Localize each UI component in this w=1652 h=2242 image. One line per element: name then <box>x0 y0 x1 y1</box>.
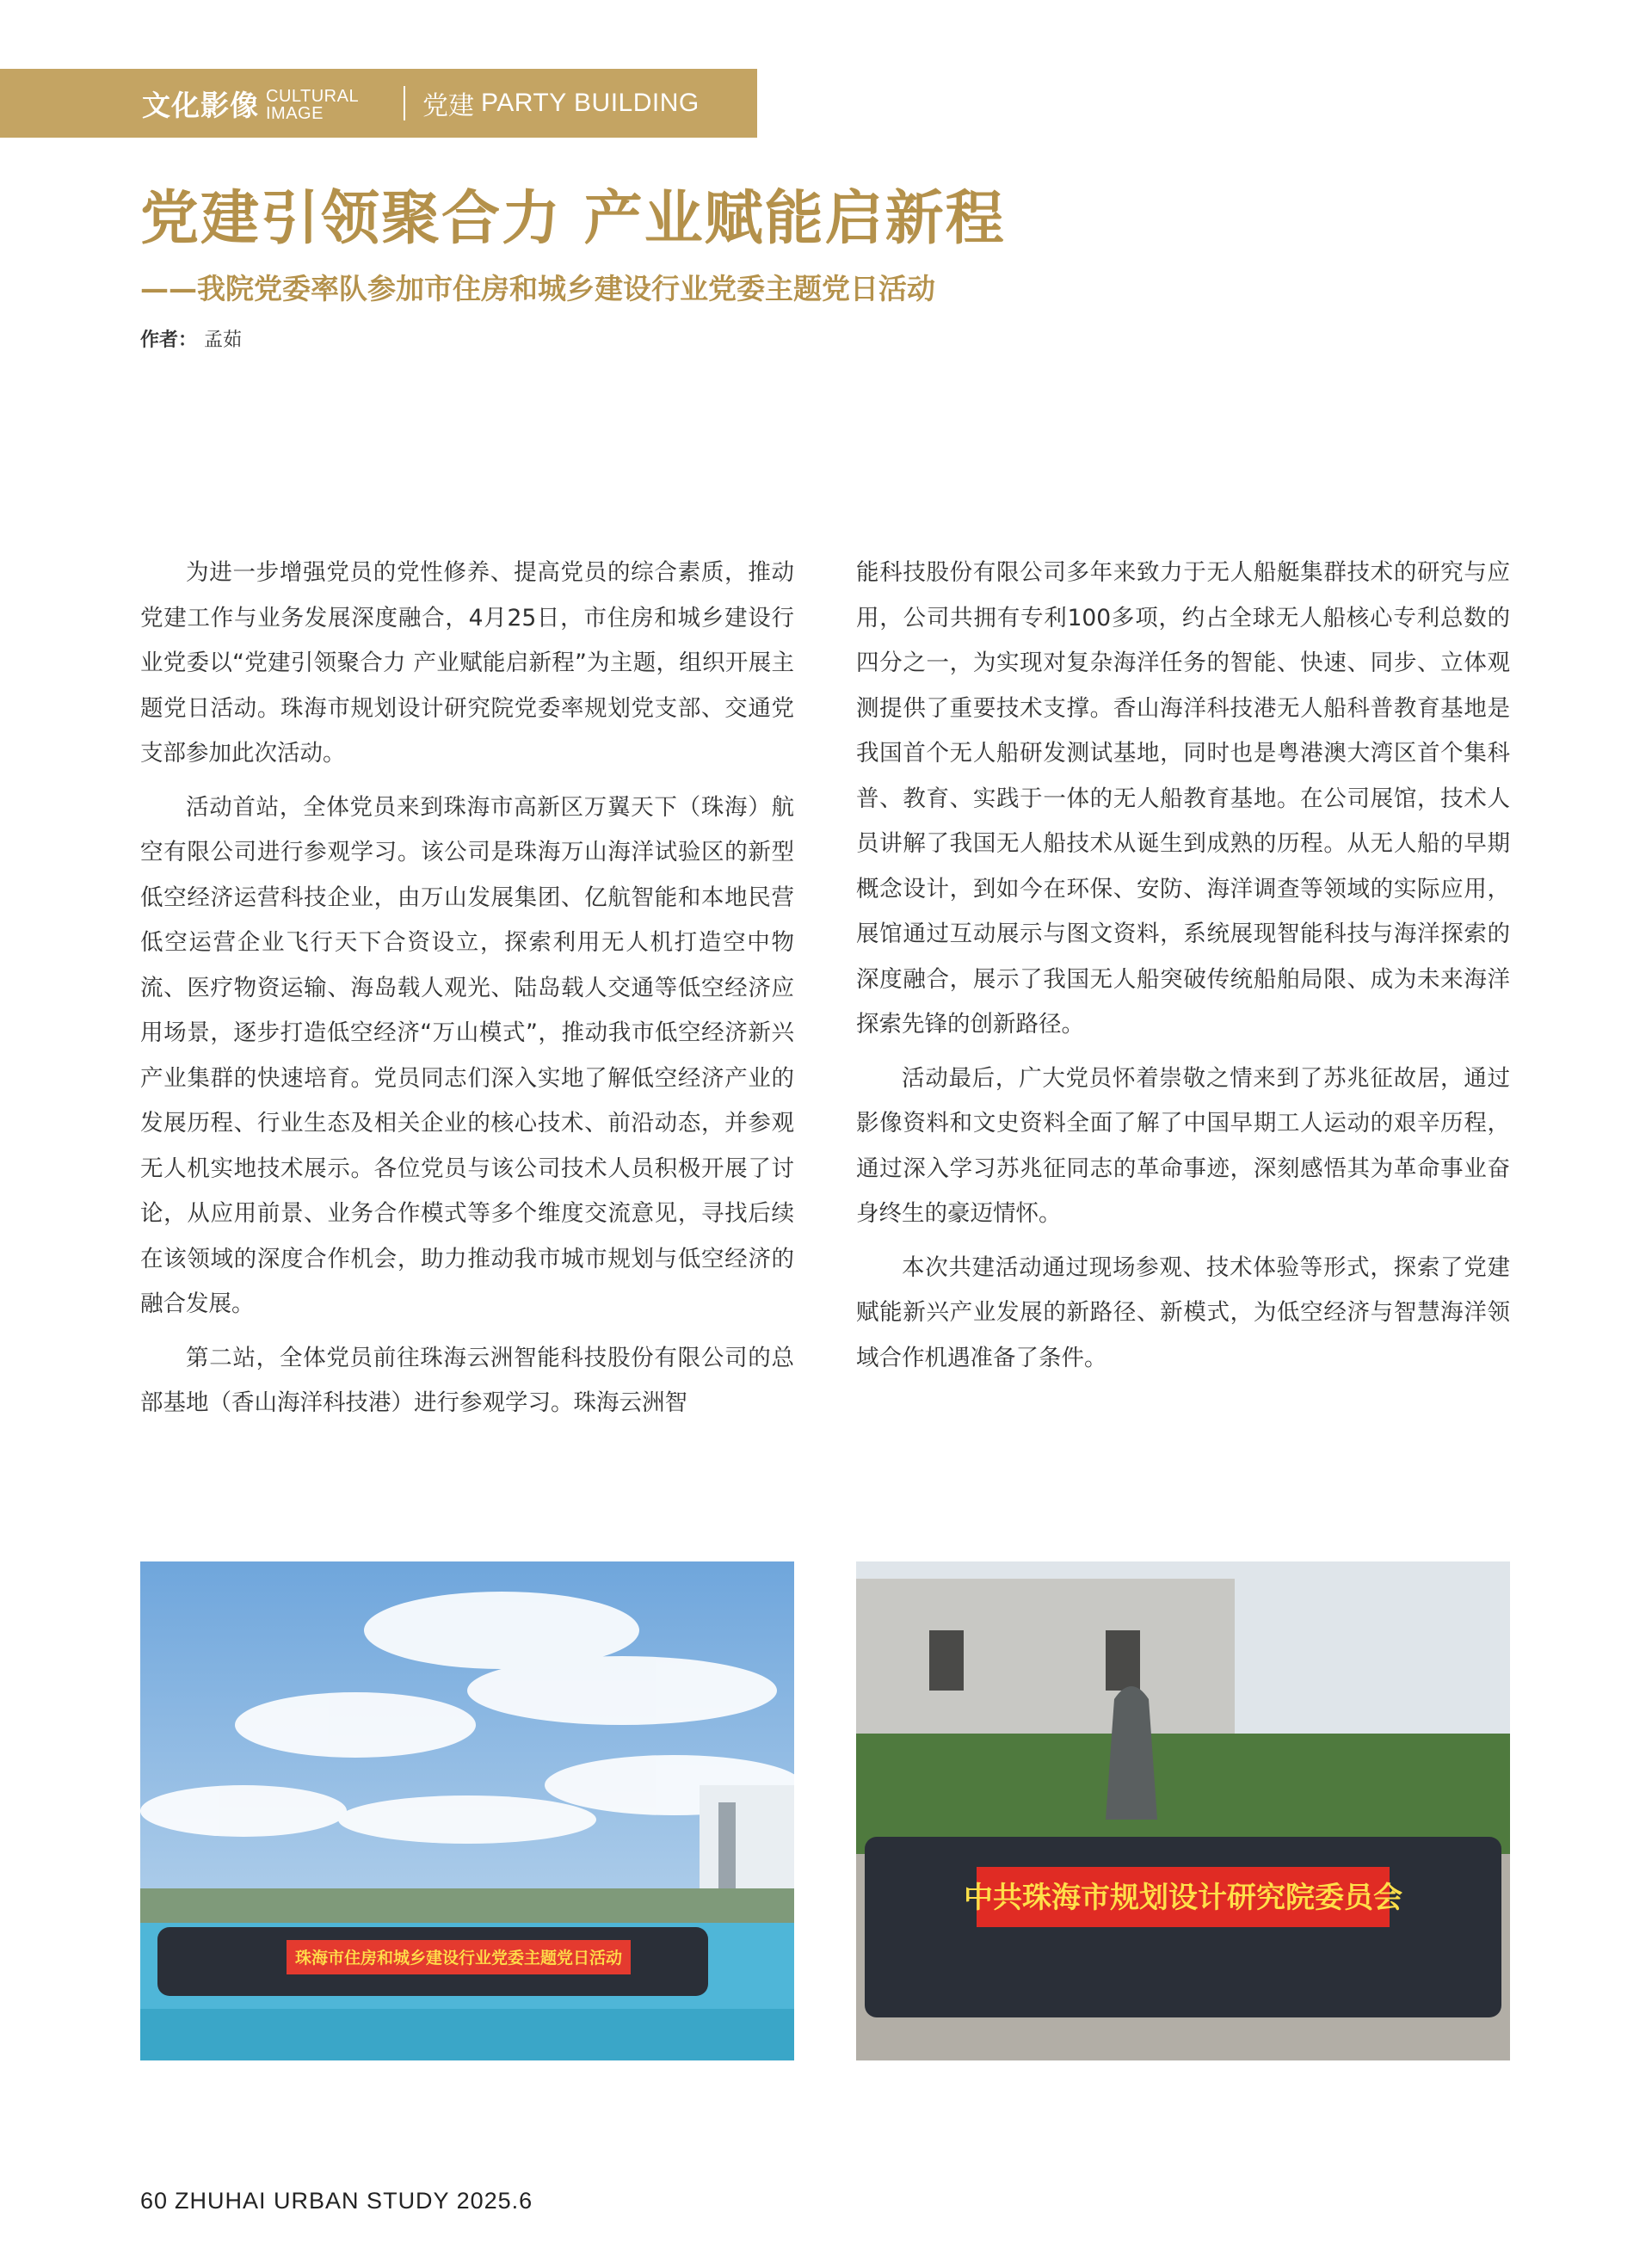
paragraph: 能科技股份有限公司多年来致力于无人船艇集群技术的研究与应用，公司共拥有专利100多项，约占全球无人船核心专利总数的四分之一，为实现对复杂海洋任务的智能、快速、同步、立体观测提供了重要技术支撑。香山海洋科技港无人船科普教育基地是我国首个无人船研发测试基地，同时也是粤港澳大湾区首个集科普、教育、实践于一体的无人船教育基地。在公司展馆，技术人员讲解了我国无人船技术从诞生到成熟的历程。从无人船的早期概念设计，到如今在环保、安防、海洋调查等领域的实际应用，展馆通过互动展示与图文资料，系统展现智能科技与海洋探索的深度融合，展示了我国无人船突破传统船舶局限、成为未来海洋探索先锋的创新路径。 <box>856 559 1510 1038</box>
group-photo-statue-image <box>856 1561 1510 2060</box>
group-photo-statue <box>856 1561 1510 2060</box>
section-en-line-2: IMAGE <box>266 104 324 123</box>
article-title: 党建引领聚合力 产业赋能启新程 <box>140 185 1006 253</box>
right-banner-text: 中共珠海市规划设计研究院委员会 <box>964 1881 1402 1915</box>
author-line <box>140 325 242 352</box>
paragraph: 本次共建活动通过现场参观、技术体验等形式，探索了党建赋能新兴产业发展的新路径、新模式，为低空经济与智慧海洋领域合作机遇准备了条件。 <box>856 1253 1510 1371</box>
category-name: 党建 <box>422 91 474 121</box>
page-number: 60 <box>140 2188 169 2214</box>
header-divider <box>404 86 405 120</box>
left-banner-text: 珠海市住房和城乡建设行业党委主题党日活动 <box>294 1949 623 1968</box>
article-column-left <box>140 551 794 1435</box>
article-column-right <box>856 551 1510 1389</box>
author-label: 作者： <box>140 330 198 351</box>
group-photo-airfield <box>140 1561 794 2060</box>
author-name: 孟茹 <box>204 330 243 351</box>
section-header-bar <box>0 69 757 138</box>
category-name-en: PARTY BUILDING <box>481 89 700 117</box>
section-en-line-1: CULTURAL <box>266 87 360 106</box>
page-footer <box>140 2188 539 2214</box>
paragraph: 为进一步增强党员的党性修养、提高党员的综合素质，推动党建工作与业务发展深度融合，4月25日，市住房和城乡建设行业党委以“党建引领聚合力 产业赋能启新程”为主题，组织开展主题党日活动。珠海市规划设计研究院党委率规划党支部、交通党支部参加此次活动。 <box>140 559 794 767</box>
paragraph: 活动首站，全体党员来到珠海市高新区万翼天下（珠海）航空有限公司进行参观学习。该公司是珠海万山海洋试验区的新型低空经济运营科技企业，由万山发展集团、亿航智能和本地民营低空运营企业飞行天下合资设立，探索利用无人机打造空中物流、医疗物资运输、海岛载人观光、陆岛载人交通等低空经济应用场景，逐步打造低空经济“万山模式”，推动我市低空经济新兴产业集群的快速培育。党员同志们深入实地了解低空经济产业的发展历程、行业生态及相关企业的核心技术、前沿动态，并参观无人机实地技术展示。各位党员与该公司技术人员积极开展了讨论，从应用前景、业务合作模式等多个维度交流意见，寻找后续在该领域的深度合作机会，助力推动我市城市规划与低空经济的融合发展。 <box>140 793 794 1317</box>
group-photo-airfield-image <box>140 1561 794 2060</box>
paragraph: 活动最后，广大党员怀着崇敬之情来到了苏兆征故居，通过影像资料和文史资料全面了解了中国早期工人运动的艰辛历程，通过深入学习苏兆征同志的革命事迹，深刻感悟其为革命事业奋身终生的豪迈情怀。 <box>856 1064 1510 1227</box>
article-subtitle: ——我院党委率队参加市住房和城乡建设行业党委主题党日活动 <box>140 272 935 305</box>
issue-number: 2025.6 <box>456 2188 533 2214</box>
section-name: 文化影像 <box>142 88 259 122</box>
section-name-en <box>266 88 395 122</box>
paragraph: 第二站，全体党员前往珠海云洲智能科技股份有限公司的总部基地（香山海洋科技港）进行参观学习。珠海云洲智 <box>140 1344 794 1416</box>
magazine-name: ZHUHAI URBAN STUDY <box>175 2188 450 2214</box>
